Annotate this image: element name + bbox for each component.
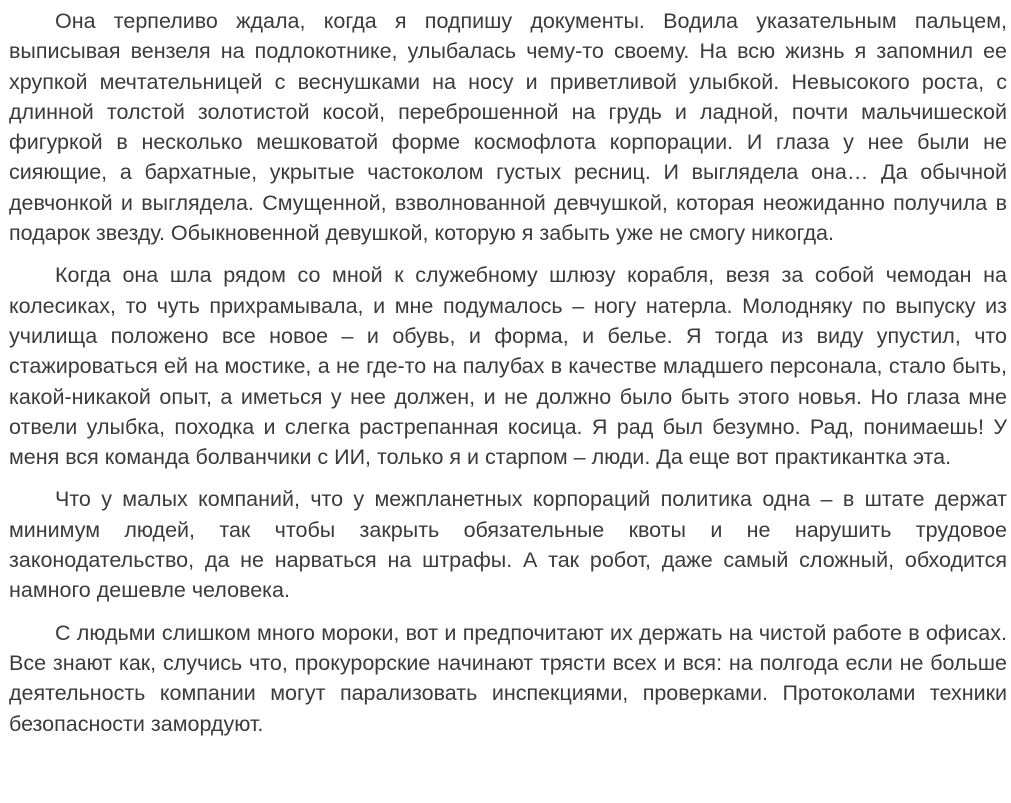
paragraph-2: Когда она шла рядом со мной к служебному шлюзу корабля, везя за собой чемодан на колесиках, то чуть прихрамывала, и мне подумалось – ногу натерла. Молодняку по выпуску из училища положено все новое – и обувь, и форма, и белье. Я тогда из виду упустил, что стажироваться ей на мостике, а не где-то на палубах в качестве младшего персонала, стало быть, какой-никакой опыт, а иметься у нее должен, и не должно было быть этого новья. Но глаза мне отвели улыбка, походка и слегка растрепанная косица. Я рад был безумно. Рад, понимаешь! У меня вся команда болванчики с ИИ, только я и старпом – люди. Да еще вот практикантка эта. <box>9 263 1007 470</box>
paragraph-4: С людьми слишком много мороки, вот и предпочитают их держать на чистой работе в офисах. Все знают как, случись что, прокурорские начинают трясти всех и вся: на полгода если не больше деятельность компании могут парализовать инспекциями, проверками. Протоколами техники безопасности замордуют. <box>9 620 1007 736</box>
paragraph-3: Что у малых компаний, что у межпланетных корпораций политика одна – в штате держат минимум людей, так чтобы закрыть обязательные квоты и не нарушить трудовое законодательство, да не нарваться на штрафы. А так робот, даже самый сложный, обходится намного дешевле человека. <box>9 487 1007 603</box>
paragraph-1: Она терпеливо ждала, когда я подпишу документы. Водила указательным пальцем, выписывая вензеля на подлокотнике, улыбалась чему-то своему. На всю жизнь я запомнил ее хрупкой мечтательницей с веснушками на носу и приветливой улыбкой. Невысокого роста, с длинной толстой золотистой косой, переброшенной на грудь и ладной, почти мальчишеской фигуркой в несколько мешковатой форме космофлота корпорации. И глаза у нее были не сияющие, а бархатные, укрытые частоколом густых ресниц. И выглядела она… Да обычной девчонкой и выглядела. Смущенной, взволнованной девчушкой, которая неожиданно получила в подарок звезду. Обыкновенной девушкой, которую я забыть уже не смогу никогда. <box>9 9 1007 246</box>
document-body <box>9 6 1007 751</box>
